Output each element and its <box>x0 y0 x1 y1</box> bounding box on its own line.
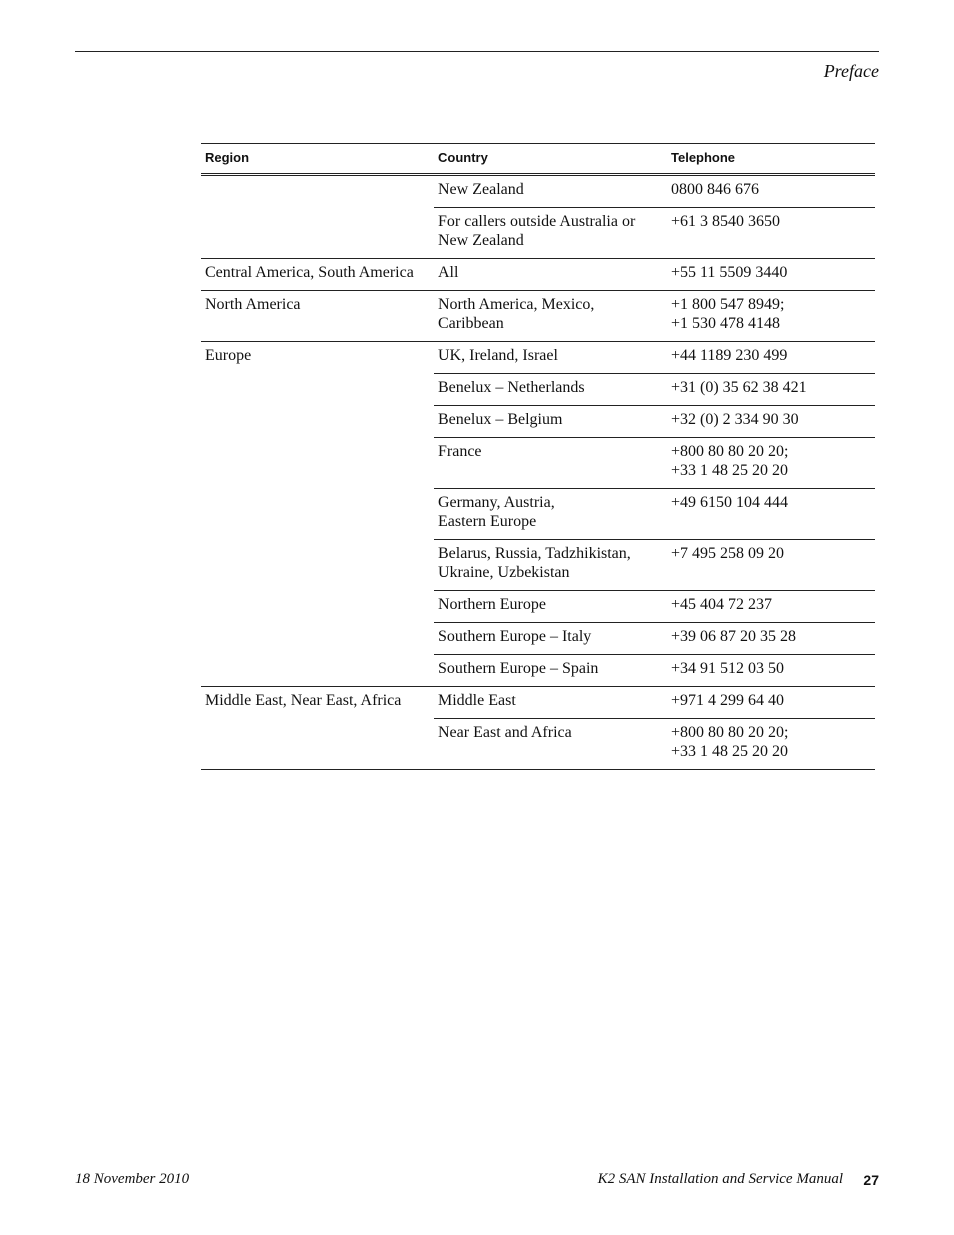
table-row <box>201 175 875 208</box>
telephone-cell: +39 06 87 20 35 28 <box>667 623 875 655</box>
telephone-cell: +34 91 512 03 50 <box>667 655 875 687</box>
country-cell: Belarus, Russia, Tadzhikistan, Ukraine, Uzbekistan <box>434 540 667 591</box>
column-header-telephone: Telephone <box>667 144 875 175</box>
footer-manual-title: K2 SAN Installation and Service Manual <box>597 1171 843 1187</box>
country-cell: Benelux – Netherlands <box>434 374 667 406</box>
country-cell: All <box>434 259 667 291</box>
region-cell: Middle East, Near East, Africa <box>201 687 434 770</box>
country-cell: Middle East <box>434 687 667 719</box>
table-row <box>201 259 875 291</box>
telephone-cell: +55 11 5509 3440 <box>667 259 875 291</box>
telephone-cell: +971 4 299 64 40 <box>667 687 875 719</box>
table-row <box>201 687 875 719</box>
region-cell: North America <box>201 291 434 342</box>
country-cell: Benelux – Belgium <box>434 406 667 438</box>
country-cell: France <box>434 438 667 489</box>
column-header-region: Region <box>201 144 434 175</box>
telephone-cell: +31 (0) 35 62 38 421 <box>667 374 875 406</box>
country-cell: Southern Europe – Spain <box>434 655 667 687</box>
table-body <box>201 175 875 770</box>
country-cell: New Zealand <box>434 175 667 208</box>
column-header-country: Country <box>434 144 667 175</box>
region-cell: Europe <box>201 342 434 687</box>
telephone-cell: +44 1189 230 499 <box>667 342 875 374</box>
country-cell: Northern Europe <box>434 591 667 623</box>
country-cell: Germany, Austria, Eastern Europe <box>434 489 667 540</box>
telephone-cell: 0800 846 676 <box>667 175 875 208</box>
country-cell: Southern Europe – Italy <box>434 623 667 655</box>
country-cell: For callers outside Australia or New Zealand <box>434 208 667 259</box>
telephone-cell: +800 80 80 20 20; +33 1 48 25 20 20 <box>667 438 875 489</box>
telephone-cell: +800 80 80 20 20; +33 1 48 25 20 20 <box>667 719 875 770</box>
country-cell: Near East and Africa <box>434 719 667 770</box>
support-contact-table <box>201 143 875 770</box>
section-title: Preface <box>823 61 879 81</box>
table-row <box>201 342 875 374</box>
telephone-cell: +49 6150 104 444 <box>667 489 875 540</box>
telephone-cell: +1 800 547 8949; +1 530 478 4148 <box>667 291 875 342</box>
table-row <box>201 291 875 342</box>
telephone-cell: +61 3 8540 3650 <box>667 208 875 259</box>
region-cell <box>201 175 434 259</box>
header-rule <box>75 51 879 52</box>
telephone-cell: +45 404 72 237 <box>667 591 875 623</box>
country-cell: North America, Mexico, Caribbean <box>434 291 667 342</box>
telephone-cell: +32 (0) 2 334 90 30 <box>667 406 875 438</box>
footer-date: 18 November 2010 <box>75 1171 190 1187</box>
region-cell: Central America, South America <box>201 259 434 291</box>
page-number: 27 <box>863 1172 879 1188</box>
table-header-row <box>201 144 875 175</box>
telephone-cell: +7 495 258 09 20 <box>667 540 875 591</box>
country-cell: UK, Ireland, Israel <box>434 342 667 374</box>
